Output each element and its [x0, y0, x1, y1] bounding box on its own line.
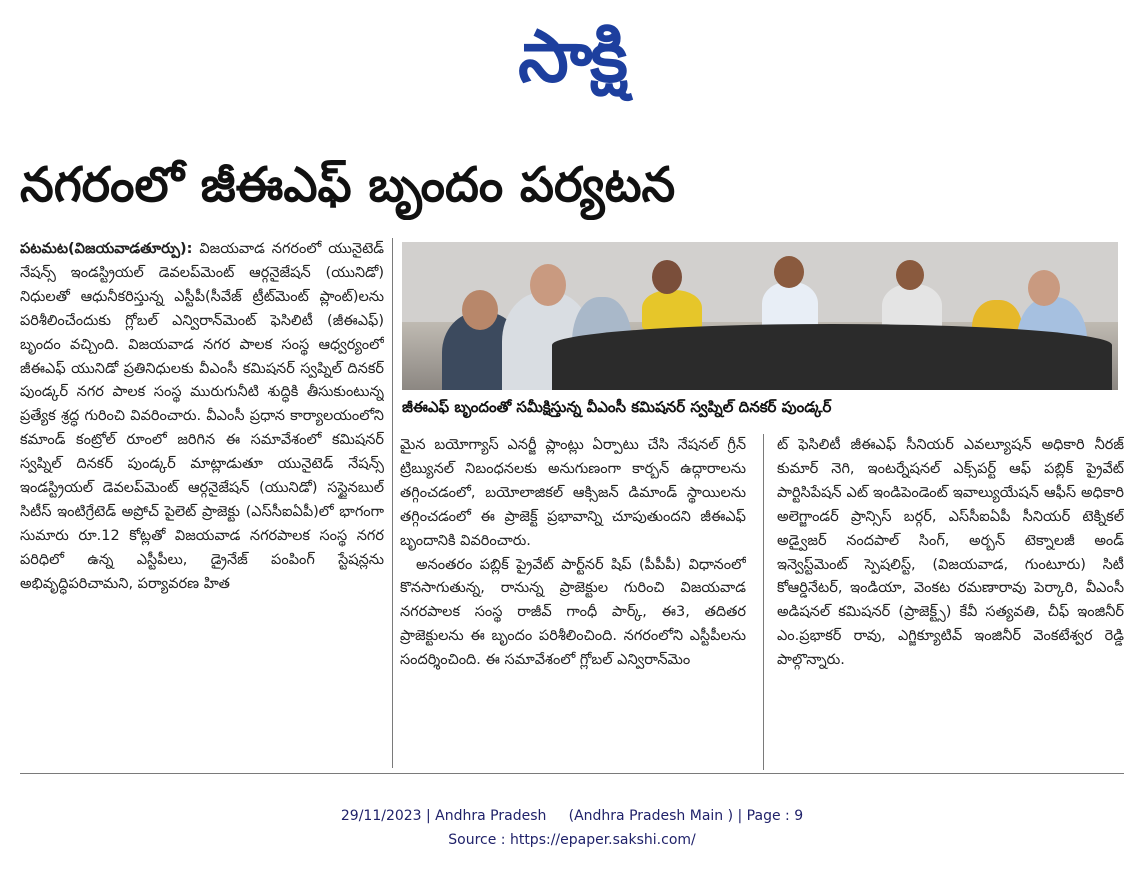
photo-caption: జీఈఎఫ్ బృందంతో సమీక్షిస్తున్న వీఎంసీ కమిషనర్ స్వప్నిల్ దినకర్ పుండ్కర్: [402, 398, 832, 416]
article-headline: నగరంలో జీఈఎఫ్ బృందం పర్యటన: [20, 157, 676, 213]
photo-person-head: [530, 264, 566, 306]
newspaper-logo: సాక్షి: [518, 14, 626, 98]
photo-person-head: [462, 290, 498, 330]
column-divider: [392, 238, 393, 768]
conference-table: [552, 324, 1112, 390]
footer-source[interactable]: Source : https://epaper.sakshi.com/: [448, 832, 696, 848]
photo-person: [762, 282, 818, 330]
article-column-1: [20, 238, 384, 768]
column-divider: [763, 434, 764, 770]
dateline: పటమట(విజయవాడతూర్పు):: [20, 241, 193, 257]
photo-person-head: [896, 260, 924, 290]
footer-divider: [20, 773, 1124, 774]
photo-person: [642, 290, 702, 330]
column-1-text: విజయవాడ నగరంలో యునైటెడ్ నేషన్స్ ఇండస్ట్రియల్ డెవలప్‌మెంట్ ఆర్గనైజేషన్ (యునిడో) నిధులతో ఆధునీకరిస్తున్న ఎస్టీపీ(సీవేజ్ ట్రీట్‌మెంట్ ప్లాంట్)లను పరిశీలించేందుకు గ్లోబల్ ఎన్విరాన్‌మెంట్ ఫెసిలిటీ (జీఈఎఫ్) బృందం వచ్చింది. విజయవాడ నగర పాలక సంస్థ ఆధ్వర్యంలో జీఈఎఫ్ యునిడో ప్రతినిధులకు వీఎంసీ కమిషనర్ స్వప్నిల్ దినకర్ పుండ్కర్ నగర పాలక సంస్థ మురుగునీటి శుద్ధికి తీసుకుంటున్న ప్రత్యేక శ్రద్ధ గురించి వివరించారు. వీఎంసీ ప్రధాన కార్యాలయంలోని కమాండ్ కంట్రోల్ రూంలో జరిగిన ఈ సమావేశంలో కమిషనర్ స్వప్నిల్ దినకర్ పుండ్కర్ మాట్లాడుతూ యునైటెడ్ నేషన్స్ ఇండస్ట్రియల్ డెవలప్‌మెంట్ ఆర్గనైజేషన్ (యునిడో) సస్టైనబుల్ సిటీస్ ఇంటిగ్రేటెడ్ అప్రోచ్ పైలెట్ ప్రాజెక్టు (ఎస్‌సీఐఏపీ)లో భాగంగా సుమారు రూ.12 కోట్లతో విజయవాడ నగరపాలక సంస్థ నగర పరిధిలో ఉన్న ఎస్టీపీలు, డ్రైనేజ్ పంపింగ్ స్టేషన్లను అభివృద్ధిపరిచామని, పర్యావరణ హిత: [20, 241, 384, 592]
photo-person-head: [652, 260, 682, 294]
footer-publication-info: 29/11/2023 | Andhra Pradesh (Andhra Pradesh Main ) | Page : 9: [340, 808, 804, 824]
meeting-photo: [402, 242, 1118, 390]
column-3-text: ట్ ఫెసిలిటీ జీఈఎఫ్ సీనియర్ ఎవల్యూషన్ అధికారి నీరజ్ కుమార్ నెగి, ఇంటర్నేషనల్ ఎక్స్‌పర్ట్ ఆఫ్ పబ్లిక్ ప్రైవేట్ పార్టిసిపేషన్ ఎట్ ఇండిపెండెంట్ ఇవాల్యుయేషన్ ఆఫీస్ అధికారి అలెగ్జాండర్ ప్రాన్సిస్ బర్గర్, ఎస్‌సీఐఏపీ సీనియర్ టెక్నికల్ అడ్వైజర్ నందపాల్ సింగ్, అర్బన్ టెక్నాలజీ అండ్ ఇన్వెస్ట్‌మెంట్ స్పెషలిస్ట్, (విజయవాడ, గుంటూరు) సిటీ కోఆర్డినేటర్, ఇండియా, వెంకట రమణారావు పెర్కారి, వీఎంసీ అడిషనల్ కమిషనర్ (ప్రాజెక్ట్స్) కేవీ సత్యవతి, చీఫ్ ఇంజినీర్ ఎం.ప్రభాకర్ రావు, ఎగ్జిక్యూటివ్ ఇంజినీర్ వెంకటేశ్వర రెడ్డి పాల్గొన్నారు.: [777, 437, 1124, 669]
article-column-2: [400, 434, 746, 770]
column-2-paragraph: మైన బయోగ్యాస్ ఎనర్జీ ప్లాంట్లు ఏర్పాటు చేసి నేషనల్ గ్రీన్ ట్రిబ్యునల్ నిబంధనలకు అనుగుణంగా కార్బన్ ఉద్గారాలను తగ్గించడంలో, బయోలాజికల్ ఆక్సిజన్ డిమాండ్ స్థాయిలను తగ్గించడంలో ఈ ప్రాజెక్ట్ ప్రభావాన్ని చూపుతుందని జీఈఎఫ్ బృందానికి వివరించారు.: [400, 437, 746, 549]
article-column-3: [777, 434, 1124, 770]
photo-person-head: [774, 256, 804, 288]
column-2-paragraph: అనంతరం పబ్లిక్ ప్రైవేట్ పార్ట్‌నర్ షిప్ (పీపీపీ) విధానంలో కొనసాగుతున్న, రానున్న ప్రాజెక్టుల గురించి విజయవాడ నగరపాలక సంస్థ రాజీవ్ గాంధీ పార్క్, ఈ3, తదితర ప్రాజెక్టులను ఈ బృందం పరిశీలించింది. నగరంలోని ఎస్టీపీలను సందర్శించింది. ఈ సమావేశంలో గ్లోబల్ ఎన్విరాన్‌మెం: [400, 556, 746, 669]
photo-person-head: [1028, 270, 1060, 306]
